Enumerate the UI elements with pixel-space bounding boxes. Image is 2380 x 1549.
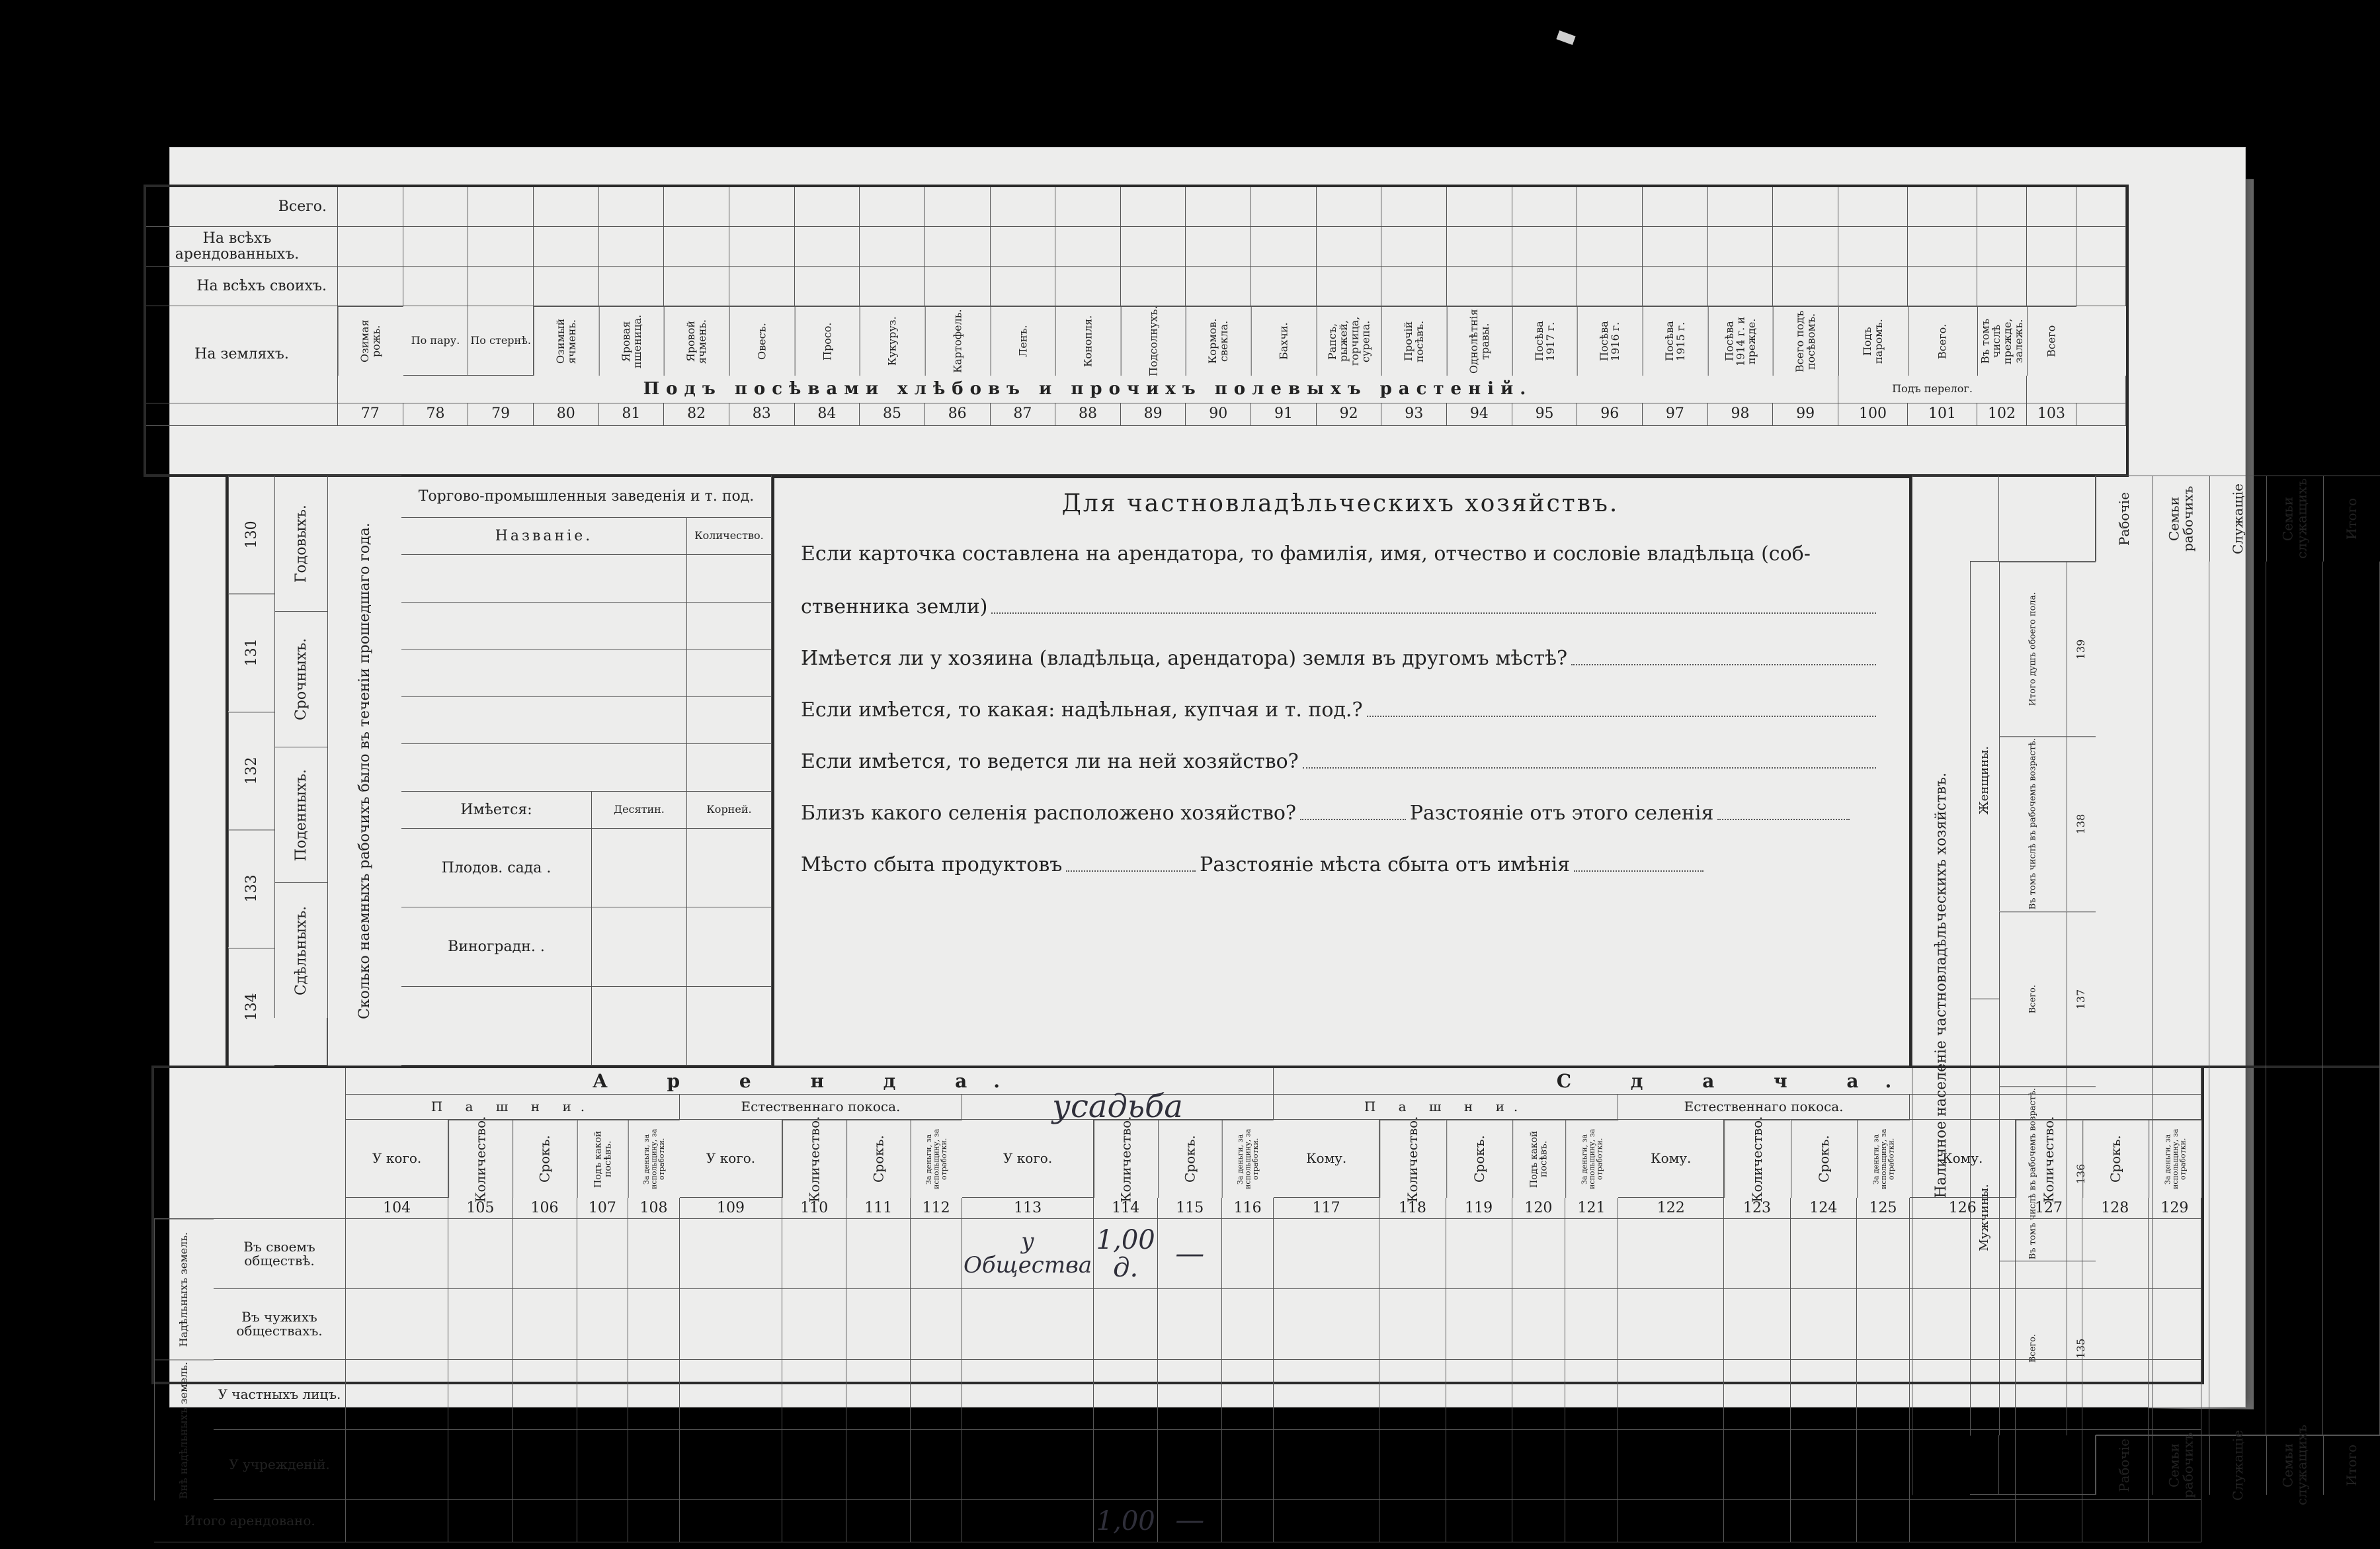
row-private-persons: У частныхъ лицъ. (214, 1360, 346, 1430)
sdacha-pashni: П а ш н и. (1274, 1095, 1618, 1120)
crop-header: Конопля. (1055, 306, 1121, 376)
group-allotment: Надѣльныхъ земель. (154, 1219, 214, 1360)
question-market-distance: Разстояніе мѣста сбыта отъ имѣнія (1200, 853, 1571, 876)
arenda-title: А р е н д а. (346, 1068, 1274, 1095)
column-number: 81 (599, 403, 665, 426)
column-number: 97 (1643, 403, 1708, 426)
crops-banner: Подъ посѣвами хлѣбовъ и прочихъ полевыхъ растеній. (338, 376, 1838, 403)
sdacha-title: С д а ч а. (1274, 1068, 2201, 1095)
sdacha-col-header: За деньги, за испольщину, за отработки. (2149, 1120, 2201, 1198)
column-number: 91 (1251, 403, 1317, 426)
sdacha-col-number: 124 (1791, 1198, 1857, 1219)
column-number: 101 (1908, 403, 1977, 426)
crop-header: По стернѣ. (468, 306, 534, 376)
population-col-footer: Служащіе (2209, 1435, 2266, 1495)
worker-type-label: Годовыхъ. (274, 476, 327, 611)
worker-row-number: 132 (228, 712, 274, 829)
population-subnumber: 135 (2067, 1261, 2096, 1435)
column-number: 78 (403, 403, 469, 426)
arenda-col-header: Количество. (448, 1120, 513, 1198)
total-row-label: На всѣхъ своихъ. (146, 267, 338, 306)
arenda-col-number: 110 (782, 1198, 846, 1219)
arenda-col-header: Количество. (1094, 1120, 1158, 1198)
arenda-col-header: Срокъ. (1158, 1120, 1222, 1198)
hand-quantity: 1,00 д. (1094, 1219, 1158, 1289)
worker-row-number: 131 (228, 593, 274, 711)
population-column (2209, 476, 2266, 1501)
population-subnumber: 136 (2067, 1086, 2096, 1261)
roots-header: Корней. (687, 792, 772, 829)
arenda-col-header: За деньги, за испольщину, за отработки. (911, 1120, 962, 1198)
question-market: Мѣсто сбыта продуктовъ (801, 853, 1063, 876)
crop-header: Просо. (795, 306, 860, 376)
arenda-col-header: За деньги, за испольщину, за отработки. (628, 1120, 680, 1198)
has-label: Имѣется: (401, 792, 592, 829)
question-farming: Если имѣется, то ведется ли на ней хозяйство? (801, 749, 1299, 773)
worker-type-label: Срочныхъ. (274, 611, 327, 747)
crop-header: Посѣва 1917 г. (1512, 306, 1578, 376)
sdacha-col-number: 127 (2016, 1198, 2082, 1219)
trade-title: Торгово-промышленныя заведенія и т. под. (401, 476, 772, 518)
crop-header: Посѣва 1915 г. (1643, 306, 1708, 376)
sdacha-col-number: 121 (1565, 1198, 1618, 1219)
sdacha-col-header: Срокъ. (1446, 1120, 1512, 1198)
question-land-type: Если имѣется, то какая: надѣльная, купчая и т. под.? (801, 698, 1363, 722)
arenda-col-number: 106 (513, 1198, 577, 1219)
column-number: 98 (1708, 403, 1774, 426)
arenda-col-number: 113 (962, 1198, 1094, 1219)
population-subheader: Въ томъ числѣ въ рабочемъ возрастѣ. (1999, 1086, 2067, 1261)
question-village-distance: Разстояніе отъ этого селенія (1409, 801, 1714, 825)
population-column (2323, 476, 2380, 1495)
sdacha-col-header: Кому. (1910, 1120, 2016, 1198)
sdacha-col-number: 122 (1618, 1198, 1724, 1219)
row-total-leased: Итого арендовано. (154, 1500, 346, 1542)
arenda-col-number: 115 (1158, 1198, 1222, 1219)
population-subheader: Итого душъ обоего пола. (1999, 562, 2067, 736)
sdacha-col-number: 123 (1724, 1198, 1790, 1219)
column-number: 79 (468, 403, 534, 426)
arenda-col-header: Срокъ. (513, 1120, 577, 1198)
group-non-allotment: Внѣ надѣльныхъ земель. (154, 1360, 214, 1501)
column-number: 82 (664, 403, 729, 426)
arenda-col-header: У кого. (680, 1120, 782, 1198)
population-col-footer: Семьи рабочихъ (2153, 1435, 2209, 1495)
population-col-footer: Рабочіе (2096, 1435, 2153, 1495)
worker-row-number: 134 (228, 948, 274, 1066)
workers-block (226, 476, 774, 1068)
arenda-col-number: 107 (577, 1198, 629, 1219)
column-number: 100 (1838, 403, 1908, 426)
hand-lessor: у Общества (962, 1219, 1094, 1289)
sdacha-col-header: За деньги, за испольщину, за отработки. (1857, 1120, 1910, 1198)
crop-header: Подсолнухъ. (1121, 306, 1186, 376)
arenda-col-number: 114 (1094, 1198, 1158, 1219)
population-title: Наличное населеніе частновладѣльческихъ хозяйствъ. (1912, 476, 1970, 1495)
crop-header: Бахчи. (1251, 306, 1317, 376)
private-farm-questions (772, 476, 1909, 1068)
column-number: 86 (925, 403, 991, 426)
column-number: 89 (1121, 403, 1186, 426)
sdacha-col-header: Срокъ. (2082, 1120, 2149, 1198)
arenda-col-header: Срокъ. (846, 1120, 911, 1198)
sdacha-col-number: 126 (1910, 1198, 2016, 1219)
sdacha-col-header: Срокъ. (1791, 1120, 1857, 1198)
crop-header: Посѣва 1914 г. и прежде. (1708, 306, 1774, 376)
crop-header: Озимая рожь. (338, 306, 403, 376)
column-number: 93 (1381, 403, 1447, 426)
population-column (2266, 476, 2323, 1506)
arenda-col-header: Количество. (782, 1120, 846, 1198)
column-number: 94 (1447, 403, 1512, 426)
sdacha-col-header: За деньги, за испольщину, за отработки. (1565, 1120, 1618, 1198)
column-number: 83 (729, 403, 795, 426)
column-number: 96 (1577, 403, 1643, 426)
crop-header: Картофель. (925, 306, 991, 376)
vineyard-label: Виноградн. . (401, 907, 592, 986)
sdacha-col-number: 119 (1446, 1198, 1512, 1219)
hand-total: 1,00 (1094, 1500, 1158, 1542)
hand-term: — (1158, 1219, 1222, 1289)
population-col-footer: Семьи служащихъ (2266, 1435, 2323, 1495)
arenda-col-header: За деньги, за испольщину, за отработки. (1222, 1120, 1274, 1198)
crop-header: Всего подъ посѣвомъ. (1773, 306, 1838, 376)
name-col-header: Названіе. (401, 518, 687, 555)
hired-workers-title: Сколько наемныхъ рабочихъ было въ теченіи прошедшаго года. (327, 476, 401, 1066)
column-number: 103 (2027, 403, 2076, 426)
population-col-header: Рабочіе (2096, 476, 2153, 562)
arenda-col-number: 111 (846, 1198, 911, 1219)
population-col-header: Семьи рабочихъ (2153, 476, 2209, 562)
census-card (169, 147, 2359, 1538)
column-number: 102 (1977, 403, 2027, 426)
column-number: 90 (1186, 403, 1251, 426)
worker-row-number: 133 (228, 829, 274, 947)
column-number: 80 (534, 403, 599, 426)
sdacha-col-number: 118 (1379, 1198, 1446, 1219)
worker-row-number: 130 (228, 476, 274, 593)
fallow-group: Подъ перелог. (1838, 376, 2027, 403)
crop-header: Однолѣтнія травы. (1447, 306, 1512, 376)
sdacha-col-header: Количество. (1724, 1120, 1790, 1198)
crops-table (144, 185, 2129, 477)
arenda-col-number: 104 (346, 1198, 448, 1219)
fallow-header: Всего. (1908, 306, 1977, 376)
arenda-col-number: 116 (1222, 1198, 1274, 1219)
total-row-label: Всего. (146, 187, 338, 227)
population-subheader: Въ томъ числѣ въ рабочемъ возрастѣ. (1999, 736, 2067, 911)
questions-title: Для частновладѣльческихъ хозяйствъ. (1061, 490, 1620, 517)
total-row-label: На всѣхъ арендованныхъ. (146, 227, 338, 267)
sdacha-col-header: Количество. (2016, 1120, 2082, 1198)
sdacha-col-number: 125 (1857, 1198, 1910, 1219)
arenda-col-number: 105 (448, 1198, 513, 1219)
worker-type-label: Поденныхъ. (274, 747, 327, 882)
crop-header: Кукуруз. (860, 306, 925, 376)
crop-header: Прочій посѣвъ. (1381, 306, 1447, 376)
sdacha-col-header: Кому. (1618, 1120, 1724, 1198)
worker-type-label: Сдѣльныхъ. (274, 882, 327, 1018)
crop-header: Озимый ячмень. (534, 306, 599, 376)
sdacha-col-number: 120 (1512, 1198, 1565, 1219)
question-owner-line1: Если карточка составлена на арендатора, то фамилія, имя, отчество и сословіе владѣльца (соб- (801, 542, 1811, 565)
row-own-society: Въ своемъ обществѣ. (214, 1219, 346, 1289)
arenda-usadba: усадьба (962, 1095, 1274, 1120)
orchard-label: Плодов. сада . (401, 829, 592, 907)
population-col-header: Итого (2323, 476, 2380, 562)
column-number: 77 (338, 403, 403, 426)
population-subnumber: 137 (2067, 911, 2096, 1086)
trade-rows (401, 555, 772, 792)
land-label: На земляхъ. (146, 306, 338, 403)
crop-header: Ленъ. (991, 306, 1056, 376)
crop-header: Овесъ. (729, 306, 795, 376)
sdacha-col-header: Количество. (1379, 1120, 1446, 1198)
arenda-pashni: П а ш н и. (346, 1095, 680, 1120)
column-number: 95 (1512, 403, 1578, 426)
column-number: 87 (991, 403, 1056, 426)
arenda-col-header: У кого. (346, 1120, 448, 1198)
extra-col-header: Всего (2027, 306, 2076, 376)
population-subheader: Всего. (1999, 911, 2067, 1086)
crop-header: Яровой ячмень. (664, 306, 729, 376)
question-village: Близъ какого селенія расположено хозяйство? (801, 801, 1296, 825)
sdacha-col-number: 128 (2082, 1198, 2149, 1219)
row-other-societies: Въ чужихъ обществахъ. (214, 1289, 346, 1359)
population-col-header: Служащіе (2209, 476, 2266, 562)
population-col-footer: Итого (2323, 1435, 2380, 1495)
crop-header: Кормов. свекла. (1186, 306, 1251, 376)
column-number: 92 (1317, 403, 1382, 426)
sdacha-col-header: Кому. (1274, 1120, 1379, 1198)
sdacha-pokos: Естественнаго покоса. (1618, 1095, 1910, 1120)
arenda-col-header: У кого. (962, 1120, 1094, 1198)
crop-header: Яровая пшеница. (599, 306, 665, 376)
sdacha-col-number: 117 (1274, 1198, 1379, 1219)
qty-col-header: Количество. (687, 518, 772, 555)
crop-header: Посѣва 1916 г. (1577, 306, 1643, 376)
column-number: 88 (1055, 403, 1121, 426)
population-subnumber: 138 (2067, 736, 2096, 911)
arenda-col-number: 109 (680, 1198, 782, 1219)
dust-speck (1556, 30, 1575, 45)
arenda-pokos: Естественнаго покоса. (680, 1095, 962, 1120)
question-other-land: Имѣется ли у хозяина (владѣльца, арендатора) земля въ другомъ мѣстѣ? (801, 646, 1568, 670)
desyatin-header: Десятин. (592, 792, 687, 829)
row-institutions: У учрежденій. (214, 1430, 346, 1500)
sdacha-col-header: Подъ какой посѣвъ. (1512, 1120, 1565, 1198)
crop-header: Рапсъ, рыжей, горчица, сурепа. (1317, 306, 1382, 376)
column-number: 84 (795, 403, 860, 426)
arenda-col-header: Подъ какой посѣвъ. (577, 1120, 629, 1198)
sdacha-col-number: 129 (2149, 1198, 2201, 1219)
arenda-col-number: 108 (628, 1198, 680, 1219)
column-number: 85 (860, 403, 925, 426)
question-owner-line2: ственника земли) (801, 595, 988, 618)
population-subnumber: 139 (2067, 562, 2096, 736)
arenda-col-number: 112 (911, 1198, 962, 1219)
hand-total-dash: — (1158, 1500, 1222, 1542)
fallow-header: Въ томъ числѣ прежде, залежь. (1977, 306, 2027, 376)
population-subheader: Всего. (1999, 1261, 2067, 1435)
men-label: Мужчины. (1970, 999, 1999, 1436)
population-col-header: Семьи служащихъ (2266, 476, 2323, 562)
column-number: 99 (1773, 403, 1838, 426)
fallow-header: Подъ паромъ. (1838, 306, 1908, 376)
women-label: Женщины. (1970, 562, 1999, 999)
crop-header: По пару. (403, 306, 469, 376)
